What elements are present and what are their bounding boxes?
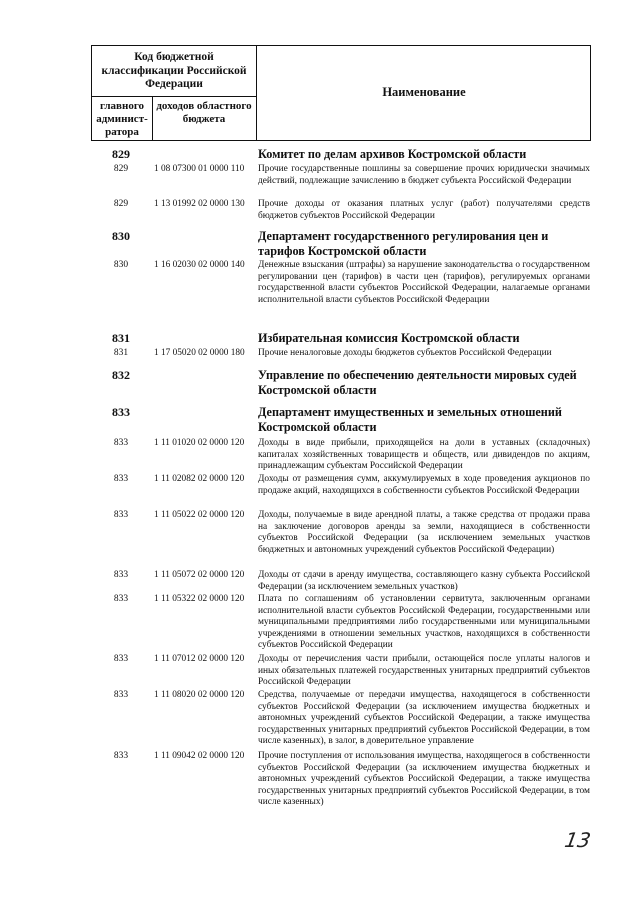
admin-code: 829 <box>113 199 129 209</box>
row-name: Доходы от сдачи в аренду имущества, составляющего казну субъекта Российской Федерации (за исключением земельных участков) <box>258 570 590 592</box>
row-name: Доходы в виде прибыли, приходящейся на доли в уставных (складочных) капиталах хозяйственных товариществ и обществ, или дивидендов по акциям, принадлежащим субъектам Российской Федерации <box>258 438 590 472</box>
income-code: 1 11 05322 02 0000 120 <box>154 594 245 604</box>
admin-code: 829 <box>112 147 130 161</box>
header-income-subtitle: доходов областного бюджета <box>156 100 252 125</box>
header-name-title: Наименование <box>382 85 466 99</box>
table-header <box>91 45 591 141</box>
row-name: Комитет по делам архивов Костромской области <box>258 147 527 161</box>
income-code: 1 11 05072 02 0000 120 <box>154 570 245 580</box>
admin-code: 831 <box>113 348 129 358</box>
row-name: Департамент государственного регулирования цен и тарифов Костромской области <box>258 229 549 258</box>
admin-code: 833 <box>113 474 129 484</box>
income-code: 1 11 01020 02 0000 120 <box>154 438 245 448</box>
admin-code: 833 <box>113 594 129 604</box>
row-name: Средства, получаемые от передачи имущества, находящегося в собственности субъектов Российской Федерации (за исключением имущества бюджетных и автономных учреждений субъектов Российской Федерации, а также имущества государственных унитарных предприятий субъектов Российской Федерации, в том числе казенных), в залог, в доверительное управление <box>258 690 590 747</box>
admin-code: 833 <box>113 438 129 448</box>
row-name: Избирательная комиссия Костромской области <box>258 331 520 345</box>
income-code: 1 11 05022 02 0000 120 <box>154 510 245 520</box>
income-code: 1 17 05020 02 0000 180 <box>154 348 245 358</box>
row-name: Доходы, получаемые в виде арендной платы, а также средства от продажи права на заключение договоров аренды за земли, находящиеся в собственности субъектов Российской Федерации (за исключением земельных участков бюджетных и автономных учреждений субъектов Российской Федерации) <box>258 510 590 555</box>
admin-code: 833 <box>113 510 129 520</box>
income-code: 1 11 08020 02 0000 120 <box>154 690 245 700</box>
admin-code: 832 <box>112 368 130 382</box>
row-name: Прочие поступления от использования имущества, находящегося в собственности субъектов Российской Федерации (за исключением имущества бюджетных и автономных учреждений субъектов Российской Федерации, а также имущества государственных унитарных предприятий субъектов Российской Федерации, в том числе казенных) <box>258 751 590 808</box>
header-code-title: Код бюджетной классификации Российской Федерации <box>101 51 247 90</box>
row-name: Департамент имущественных и земельных отношений Костромской области <box>258 405 562 434</box>
admin-code: 833 <box>113 570 129 580</box>
row-name: Плата по соглашениям об установлении сервитута, заключенным органами исполнительной власти субъектов Российской Федерации, государственными или муниципальными предприятиями либо государственными или муниципальными учреждениями в отношении земельных участков, находящихся в собственности субъектов Российской Федерации <box>258 594 590 651</box>
income-code: 1 08 07300 01 0000 110 <box>154 164 245 174</box>
page-number: 13 <box>562 828 593 852</box>
row-name: Прочие государственные пошлины за совершение прочих юридически значимых действий, подлежащие зачислению в бюджет субъекта Российской Федерации <box>258 164 590 186</box>
income-code: 1 13 01992 02 0000 130 <box>154 199 245 209</box>
row-name: Прочие доходы от оказания платных услуг (работ) получателями средств бюджетов субъектов Российской Федерации <box>258 199 590 221</box>
row-name: Доходы от размещения сумм, аккумулируемых в ходе проведения аукционов по продаже акций, находящихся в собственности субъектов Российской Федерации <box>258 474 590 496</box>
admin-code: 831 <box>112 331 130 345</box>
header-admin-subtitle: главного админист-ратора <box>96 100 148 138</box>
income-code: 1 11 09042 02 0000 120 <box>154 751 245 761</box>
income-code: 1 11 02082 02 0000 120 <box>154 474 245 484</box>
income-code: 1 11 07012 02 0000 120 <box>154 654 245 664</box>
admin-code: 830 <box>113 260 129 270</box>
admin-code: 833 <box>113 690 129 700</box>
row-name: Денежные взыскания (штрафы) за нарушение законодательства о государственном регулировании цен (тарифов) в части цен (тарифов), регулируемых органами государственной власти субъектов Российской Федерации, налагаемые органами исполнительной власти субъектов Российской Федерации <box>258 260 590 305</box>
row-name: Доходы от перечисления части прибыли, остающейся после уплаты налогов и иных обязательных платежей государственных унитарных предприятий субъектов Российской Федерации <box>258 654 590 688</box>
header-divider <box>92 96 256 97</box>
admin-code: 833 <box>112 405 130 419</box>
row-name: Управление по обеспечению деятельности мировых судей Костромской области <box>258 368 577 397</box>
income-code: 1 16 02030 02 0000 140 <box>154 260 245 270</box>
admin-code: 830 <box>112 229 130 243</box>
admin-code: 829 <box>113 164 129 174</box>
admin-code: 833 <box>113 654 129 664</box>
row-name: Прочие неналоговые доходы бюджетов субъектов Российской Федерации <box>258 348 552 358</box>
admin-code: 833 <box>113 751 129 761</box>
